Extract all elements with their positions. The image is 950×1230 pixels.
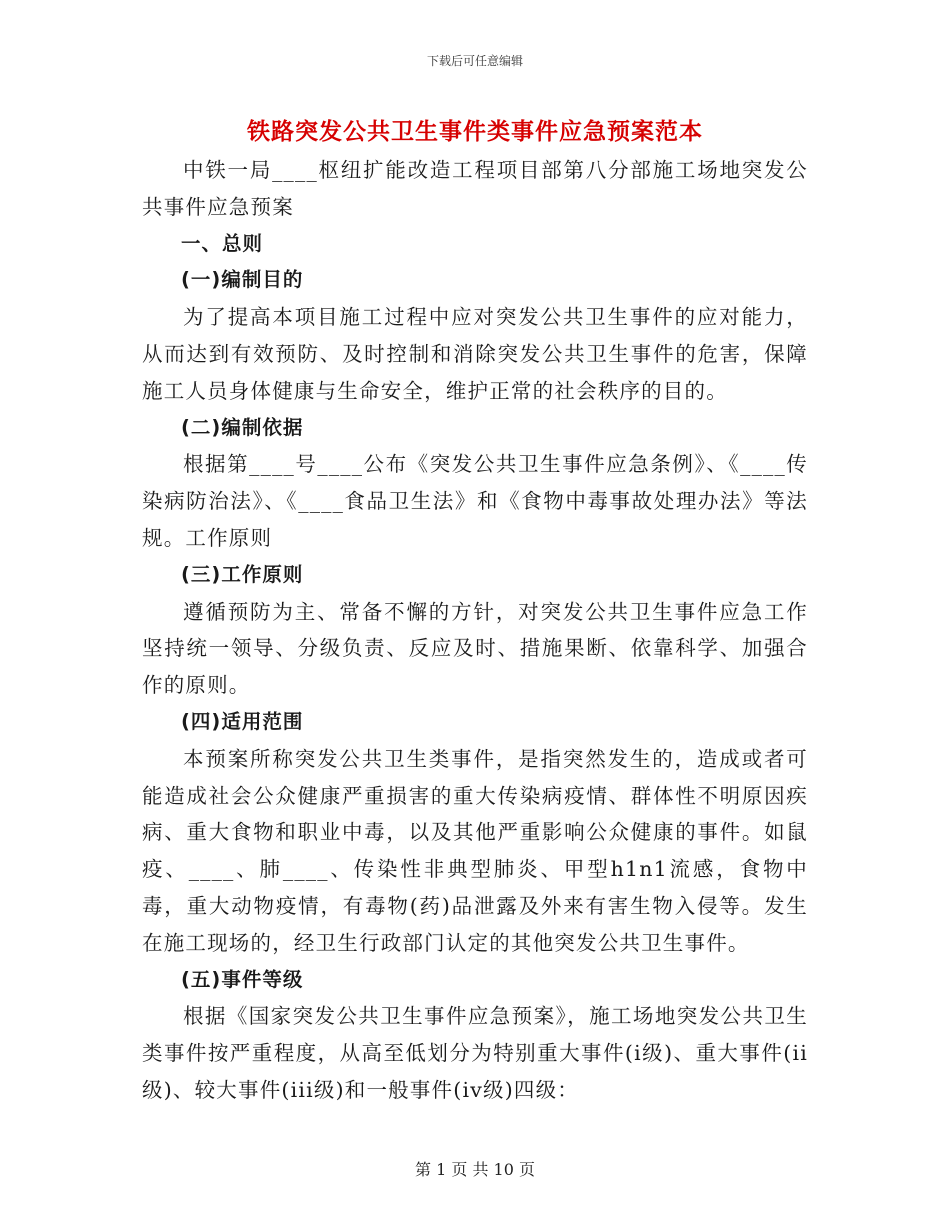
document-body — [142, 152, 808, 1109]
scope-paragraph: 本预案所称突发公共卫生类事件，是指突然发生的，造成或者可能造成社会公众健康严重损害的重大传染病疫情、群体性不明原因疾病、重大食物和职业中毒，以及其他严重影响公众健康的事件。如鼠疫、____、肺____、传染性非典型肺炎、甲型h1n1流感，食物中毒，重大动物疫情，有毒物(药)品泄露及外来有害生物入侵等。发生在施工现场的，经卫生行政部门认定的其他突发公共卫生事件。 — [142, 746, 808, 955]
intro-paragraph: 中铁一局____枢纽扩能改造工程项目部第八分部施工场地突发公共事件应急预案 — [142, 158, 808, 219]
subsection-heading-principles: (三)工作原则 — [181, 562, 304, 586]
page-footer: 第 1 页 共 10 页 — [415, 1160, 535, 1179]
subsection-heading-levels: (五)事件等级 — [181, 967, 304, 991]
document-title: 铁路突发公共卫生事件类事件应急预案范本 — [247, 118, 703, 145]
purpose-paragraph: 为了提高本项目施工过程中应对突发公共卫生事件的应对能力，从而达到有效预防、及时控制和消除突发公共卫生事件的危害，保障施工人员身体健康与生命安全，维护正常的社会秩序的目的。 — [142, 305, 808, 403]
subsection-heading-basis: (二)编制依据 — [181, 415, 304, 439]
subsection-heading-scope: (四)适用范围 — [181, 709, 304, 733]
basis-paragraph: 根据第____号____公布《突发公共卫生事件应急条例》、《____传染病防治法》、《____食品卫生法》和《食物中毒事故处理办法》等法规。工作原则 — [142, 452, 808, 550]
page-header: 下载后可任意编辑 — [426, 54, 523, 68]
subsection-heading-purpose: (一)编制目的 — [181, 268, 304, 292]
section-heading-general: 一、总则 — [181, 231, 264, 255]
levels-paragraph: 根据《国家突发公共卫生事件应急预案》，施工场地突发公共卫生类事件按严重程度，从高至低划分为特别重大事件(i级)、重大事件(ii级)、较大事件(iii级)和一般事件(iv级)四级： — [142, 1004, 808, 1102]
principles-paragraph: 遵循预防为主、常备不懈的方针，对突发公共卫生事件应急工作坚持统一领导、分级负责、反应及时、措施果断、依靠科学、加强合作的原则。 — [142, 599, 808, 698]
